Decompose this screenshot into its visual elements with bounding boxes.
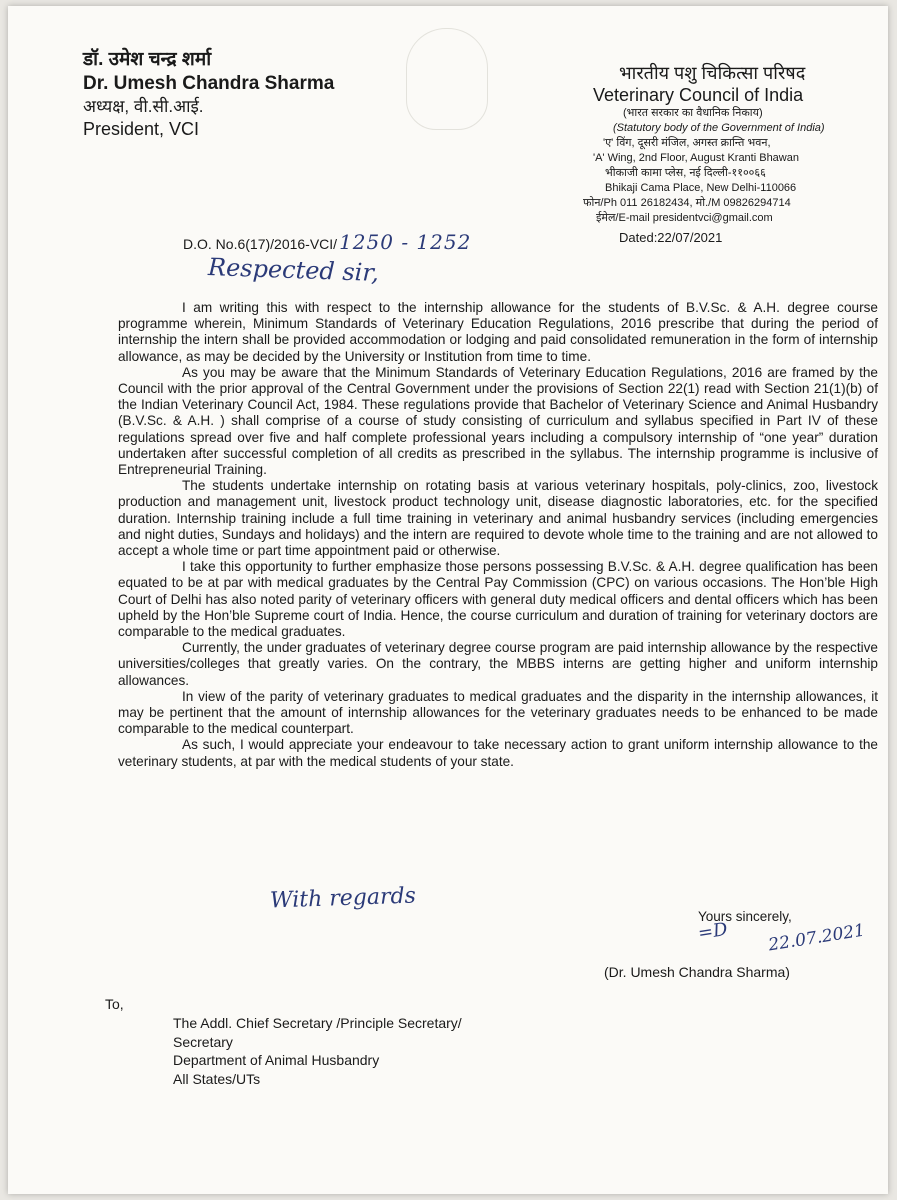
statutory-english: (Statutory body of the Government of India) [613, 122, 825, 134]
body-paragraph: As you may be aware that the Minimum Standards of Veterinary Education Regulations, 2016 are framed by the Council with the prior approval of the Central Government under the provisions of Section 22(1) read with Section 21(1)(b) of the Indian Veterinary Council Act, 1984. These regulations provide that Bachelor of Veterinary Science and Animal Husbandry (B.V.Sc. & A.H. ) shall comprise of a course of study consisting of curriculum and syllabus specified in Part IV of these regulations spread over five and half complete professional years including a compulsory internship of “one year” duration undertaken after successful completion of all credits as prescribed in the syllabus. The internship programme is inclusive of Entrepreneurial Training. [118, 364, 878, 478]
body-paragraph: The students undertake internship on rotating basis at various veterinary hospitals, poly-clinics, zoo, livestock production and management unit, livestock product technology unit, disease diagnostic laboratories, etc. for the specified duration. Internship training include a full time training in veterinary and animal husbandry services (including emergencies and night duties, Sundays and holidays) and the intern are required to devote whole time to the training and are not allowed to accept a whole time or part time appointment paid or otherwise. [118, 478, 878, 559]
signature: =D [696, 918, 729, 945]
body-paragraph: As such, I would appreciate your endeavour to take necessary action to grant uniform internship allowance to the veterinary students, at par with the medical students of your state. [118, 737, 878, 769]
address-hindi-line-1: 'ए' विंग, दूसरी मंजिल, अगस्त क्रान्ति भवन, [603, 137, 771, 149]
reference-printed: D.O. No.6(17)/2016-VCI/ [183, 236, 338, 252]
recipient-line: Department of Animal Husbandry [173, 1052, 380, 1068]
body-paragraph: I am writing this with respect to the internship allowance for the students of B.V.Sc. & A.H. degree course programme wherein, Minimum Standards of Veterinary Education Regulations, 2016 prescribe that during the period of internship the intern shall be provided accommodation or lodging and paid consolidated remuneration in the form of internship allowance, as may be decided by the University or Institution from time to time. [118, 300, 878, 364]
organisation-header [583, 62, 883, 247]
letter-body [118, 300, 878, 770]
signature-date: 22.07.2021 [767, 920, 867, 956]
body-paragraph: In view of the parity of veterinary graduates to medical graduates and the disparity in the internship allowances, it may be pertinent that the amount of internship allowances for the veterinary graduates needs to be enhanced to be made comparable to the medical counterpart. [118, 688, 878, 737]
address-english-line-1: 'A' Wing, 2nd Floor, August Kranti Bhawan [593, 152, 799, 164]
recipient-line: Secretary [173, 1033, 233, 1050]
statutory-hindi: (भारत सरकार का वैधानिक निकाय) [623, 107, 763, 119]
address-hindi-line-2: भीकाजी कामा प्लेस, नई दिल्ली-११००६६ [605, 167, 766, 179]
body-paragraph: Currently, the under graduates of veterinary degree course program are paid internship allowance by the respective universities/colleges that greatly varies. On the contrary, the MBBS interns are getting higher and uniform internship allowances. [118, 640, 878, 688]
org-name-hindi: भारतीय पशु चिकित्सा परिषद [619, 63, 806, 83]
recipient-block [173, 1014, 462, 1088]
sender-name-hindi: डॉ. उमेश चन्द्र शर्मा [83, 49, 212, 70]
reference-handwritten: 1250 - 1252 [339, 230, 472, 254]
valediction: Yours sincerely, [698, 909, 792, 924]
salutation: Respected sir, [207, 253, 380, 287]
letter-date: Dated:22/07/2021 [619, 230, 723, 245]
sender-name-english: Dr. Umesh Chandra Sharma [83, 73, 335, 94]
handwritten-closing: With regards [269, 883, 417, 914]
phone-line: फोन/Ph 011 26182434, मो./M 09826294714 [583, 197, 791, 209]
letter-page [8, 6, 888, 1194]
sender-title-hindi: अध्यक्ष, वी.सी.आई. [83, 97, 204, 116]
sender-title-english: President, VCI [83, 119, 200, 139]
recipient-line: All States/UTs [173, 1070, 261, 1087]
signer-name: (Dr. Umesh Chandra Sharma) [604, 964, 790, 980]
email-line: ईमेल/E-mail presidentvci@gmail.com [596, 212, 773, 224]
org-name-english: Veterinary Council of India [593, 85, 804, 105]
sender-header [83, 48, 334, 140]
to-label: To, [105, 996, 124, 1012]
recipient-line: The Addl. Chief Secretary /Principle Secretary/ [173, 1015, 462, 1031]
address-english-line-2: Bhikaji Cama Place, New Delhi-110066 [605, 182, 797, 194]
reference-number [183, 230, 471, 254]
emblem-watermark-icon [406, 28, 488, 130]
body-paragraph: I take this opportunity to further emphasize those persons possessing B.V.Sc. & A.H. degree qualification has been equated to be at par with medical graduates by the Central Pay Commission (CPC) on various occasions. The Hon’ble High Court of Delhi has also noted parity of veterinary officers with general duty medical officers and dental officers which has been upheld by the Hon’ble Supreme court of India. Hence, the course curriculum and duration of training for veterinary doctors are comparable to the medical graduates. [118, 559, 878, 640]
